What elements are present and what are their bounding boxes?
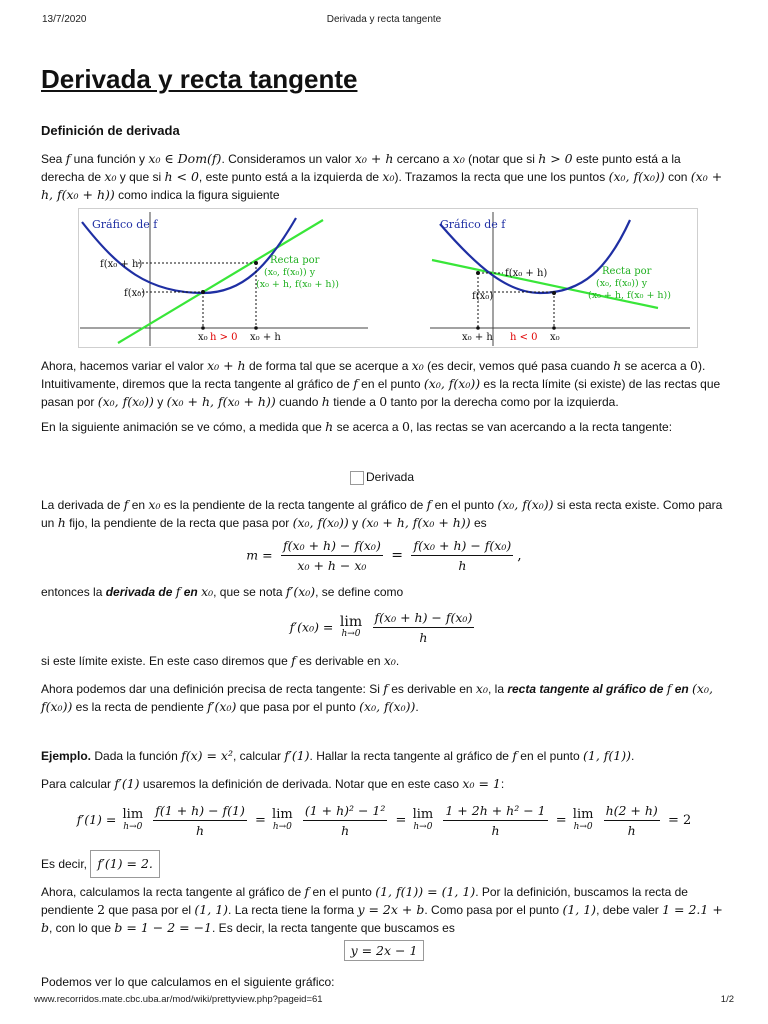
footer-url: www.recorridos.mate.cbc.uba.ar/mod/wiki/prettyview.php?pageid=61 bbox=[34, 994, 323, 1005]
left-label-h-positive: h > 0 bbox=[210, 332, 238, 343]
left-recta-2: (x₀, f(x₀)) y bbox=[264, 267, 316, 278]
left-recta-1: Recta por bbox=[270, 255, 320, 266]
right-recta-3: (x₀ + h, f(x₀ + h)) bbox=[588, 290, 671, 301]
page-title: Derivada y recta tangente bbox=[41, 64, 358, 94]
paragraph-tangent-line: Ahora, calculamos la recta tangente al gráfico de f en el punto (1, f(1)) = (1, 1). Por la definición, buscamos la recta de pendiente 2 que pasa por el (1, 1). La recta tiene la forma y = 2x + b. Como pasa por el punto (1, 1), debe valer 1 = 2.1 + b, con lo que b = 1 − 2 = −1. Es decir, la recta tangente que buscamos es bbox=[41, 884, 723, 935]
right-point-x0 bbox=[552, 291, 556, 295]
image-alt-text: Derivada bbox=[366, 470, 415, 484]
left-point-x0 bbox=[201, 290, 205, 294]
left-label-x0h: x₀ + h bbox=[250, 332, 281, 343]
left-label-x0: x₀ bbox=[198, 332, 208, 343]
secant-line-figure bbox=[78, 208, 698, 348]
paragraph-intro: Sea f una función y x₀ ∈ Dom(f). Consideramos un valor x₀ + h cercano a x₀ (notar que si h > 0 este punto está a la derecha de x₀ y que si h < 0, este punto está a la izquierda de x₀). Trazamos la recta que une los puntos (x₀, f(x₀)) con (x₀ + h, f(x₀ + h)) como indica la figura siguiente bbox=[41, 151, 723, 202]
print-date: 13/7/2020 bbox=[42, 14, 87, 25]
left-point-x0h bbox=[254, 261, 258, 265]
equation-tangent-line: y = 2x − 1 bbox=[0, 940, 768, 961]
paragraph-result: Es decir, f′(1) = 2. bbox=[41, 850, 727, 878]
animation-image bbox=[350, 470, 414, 485]
right-label-x0h: x₀ + h bbox=[462, 332, 493, 343]
paragraph-example: Ejemplo. Dada la función f(x) = x², calcular f′(1). Hallar la recta tangente al gráfico de f en el punto (1, f(1)). bbox=[41, 748, 635, 763]
paragraph-derivable: si este límite existe. En este caso diremos que f es derivable en x₀. bbox=[41, 653, 400, 668]
boxed-result: f′(1) = 2. bbox=[90, 850, 160, 878]
equation-example-limit: f′(1) = lim h→0 $\frac{f(1 + h) - f(1)}{h}$ = lim h→0 $\frac{\text{(1 + h)² − 1²}}{h}$ = lim h→0 $\frac{\text{1 + 2h + h² − 1}}{h}$ = lim h→0 $\frac{h(2 + h)}{h}$ = 2 bbox=[76, 803, 692, 838]
right-label-x0: x₀ bbox=[550, 332, 560, 343]
broken-image-icon bbox=[350, 471, 364, 485]
left-label-fxh: f(x₀ + h) bbox=[100, 259, 143, 270]
equation-slope: m = $\frac{\text{f(x₀ + h) − f(x₀)}}{\text{x₀ + h − x₀}}$ = $\frac{\text{f(x₀ + h) − f(x₀)}}{h}$ , bbox=[246, 538, 522, 573]
paragraph-animation: En la siguiente animación se ve cómo, a medida que h se acerca a 0, las rectas se van acercando a la recta tangente: bbox=[41, 419, 673, 434]
right-label-fx: f(x₀) bbox=[472, 291, 494, 302]
paragraph-derivative-slope: La derivada de f en x₀ es la pendiente de la recta tangente al gráfico de f en el punto (x₀, f(x₀)) si esta recta existe. Como para un h fijo, la pendiente de la recta que pasa por (x₀, f(x₀)) y (x₀ + h, f(x₀ + h)) es bbox=[41, 497, 723, 530]
left-recta-3: (x₀ + h, f(x₀ + h)) bbox=[256, 279, 339, 290]
section-title: Definición de derivada bbox=[41, 123, 180, 138]
right-recta-2: (x₀, f(x₀)) y bbox=[596, 278, 648, 289]
paragraph-tangent-def: Ahora podemos dar una definición precisa de recta tangente: Si f es derivable en x₀, la recta tangente al gráfico de f en (x₀, f(x₀)) es la recta de pendiente f′(x₀) que pasa por el punto (x₀, f(x₀)). bbox=[41, 681, 713, 714]
right-graph-title: Gráfico de f bbox=[440, 218, 506, 231]
paragraph-derivative-def: entonces la derivada de f en x₀, que se nota f′(x₀), se define como bbox=[41, 584, 404, 599]
paragraph-limit-idea: Ahora, hacemos variar el valor x₀ + h de forma tal que se acerque a x₀ (es decir, vemos qué pasa cuando h se acerca a 0). Intuitivamente, diremos que la recta tangente al gráfico de f en el punto (x₀, f(x₀)) es la recta límite (si existe) de las rectas que pasan por (x₀, f(x₀)) y (x₀ + h, f(x₀ + h)) cuando h tiende a 0 tanto por la derecha como por la izquierda. bbox=[41, 358, 721, 409]
left-label-fx: f(x₀) bbox=[124, 288, 146, 299]
equation-derivative-definition: f′(x₀) = lim h→0 $\frac{\text{f(x₀ + h) − f(x₀)}}{h}$ bbox=[289, 610, 473, 645]
right-label-h-negative: h < 0 bbox=[510, 332, 538, 343]
footer-page-number: 1/2 bbox=[720, 994, 734, 1005]
paragraph-graph-intro: Podemos ver lo que calculamos en el siguiente gráfico: bbox=[41, 975, 335, 989]
paragraph-compute: Para calcular f′(1) usaremos la definición de derivada. Notar que en este caso x₀ = 1: bbox=[41, 776, 505, 791]
right-label-fxh: f(x₀ + h) bbox=[505, 268, 548, 279]
left-graph-title: Gráfico de f bbox=[92, 218, 158, 231]
right-recta-1: Recta por bbox=[602, 266, 652, 277]
print-title: Derivada y recta tangente bbox=[326, 14, 442, 25]
right-point-x0h bbox=[476, 271, 480, 275]
